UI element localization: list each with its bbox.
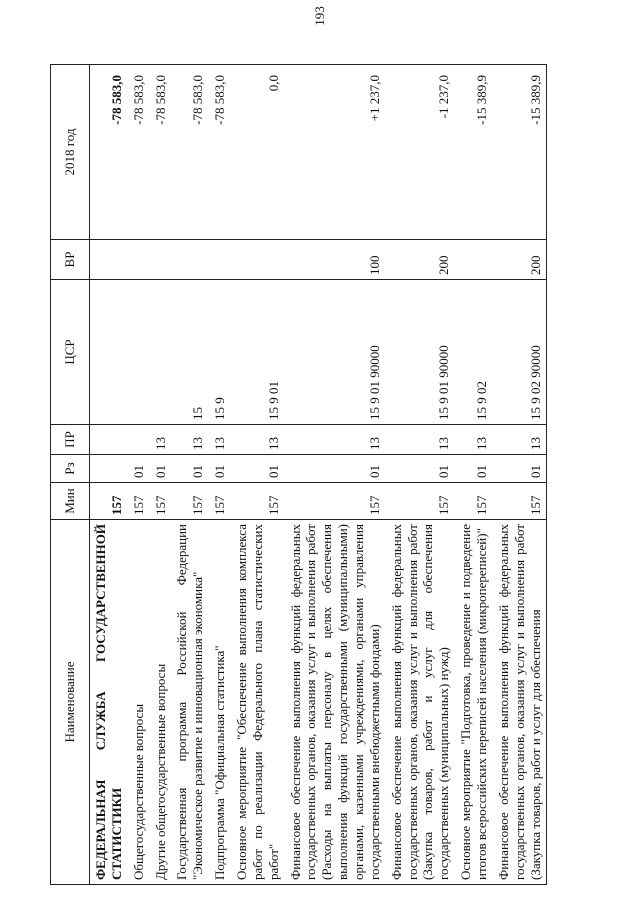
row-csr — [128, 280, 150, 425]
row-pr: 13 — [455, 425, 493, 455]
row-csr: 15 9 01 — [231, 280, 285, 425]
row-rz: 01 — [455, 455, 493, 483]
row-value: +1 237,0 — [285, 65, 386, 240]
row-pr: 13 — [493, 425, 547, 455]
row-csr — [150, 280, 172, 425]
row-vr — [128, 240, 150, 280]
row-value: -78 583,0 — [171, 65, 209, 240]
row-pr: 13 — [285, 425, 386, 455]
row-pr — [90, 425, 128, 455]
row-rz: 01 — [231, 455, 285, 483]
row-name: Финансовое обеспечение выполнения функций федеральных государственных органов, оказания услуг и выполнения работ (Расходы на выплаты персоналу в целях обеспечения выполнения функций государственными (муниципальными) органами, казенными учреждениями, органами управления государственными внебюджетными фондами) — [285, 520, 386, 885]
table-row — [386, 65, 455, 885]
row-name: Основное мероприятие "Обеспечение выполнения комплекса работ по реализации Федерального плана статистических работ" — [231, 520, 285, 885]
header-pr: ПР — [51, 425, 90, 455]
row-csr: 15 9 01 90000 — [285, 280, 386, 425]
row-min: 157 — [455, 483, 493, 520]
row-rz: 01 — [171, 455, 209, 483]
row-rz: 01 — [209, 455, 231, 483]
budget-table — [50, 64, 547, 885]
row-value: -1 237,0 — [386, 65, 455, 240]
table-row — [150, 65, 172, 885]
row-vr — [231, 240, 285, 280]
row-vr — [171, 240, 209, 280]
row-min: 157 — [171, 483, 209, 520]
row-min: 157 — [493, 483, 547, 520]
row-value: -78 583,0 — [128, 65, 150, 240]
row-rz — [90, 455, 128, 483]
row-min: 157 — [128, 483, 150, 520]
row-vr — [455, 240, 493, 280]
rotated-page — [50, 65, 610, 885]
row-value: -78 583,0 — [90, 65, 128, 240]
row-csr: 15 9 02 90000 — [493, 280, 547, 425]
row-min: 157 — [209, 483, 231, 520]
row-rz: 01 — [150, 455, 172, 483]
header-csr: ЦСР — [51, 280, 90, 425]
row-csr: 15 — [171, 280, 209, 425]
row-csr — [90, 280, 128, 425]
table-header — [51, 65, 90, 885]
table-row — [231, 65, 285, 885]
table-row — [455, 65, 493, 885]
header-name: Наименование — [51, 520, 90, 885]
row-name: Основное мероприятие "Подготовка, проведение и подведение итогов всероссийских переписей населения (микропереписей)" — [455, 520, 493, 885]
row-vr: 200 — [386, 240, 455, 280]
header-rz: Рз — [51, 455, 90, 483]
row-pr: 13 — [386, 425, 455, 455]
header-year: 2018 год — [51, 65, 90, 240]
row-rz: 01 — [386, 455, 455, 483]
row-min: 157 — [90, 483, 128, 520]
row-csr: 15 9 02 — [455, 280, 493, 425]
row-rz: 01 — [128, 455, 150, 483]
row-name: Подпрограмма "Официальная статистика" — [209, 520, 231, 885]
row-pr: 13 — [209, 425, 231, 455]
table-row — [209, 65, 231, 885]
row-value: -15 389,9 — [493, 65, 547, 240]
row-value: -78 583,0 — [150, 65, 172, 240]
row-vr: 100 — [285, 240, 386, 280]
row-name: Другие общегосударственные вопросы — [150, 520, 172, 885]
row-vr: 200 — [493, 240, 547, 280]
row-min: 157 — [285, 483, 386, 520]
row-pr: 13 — [150, 425, 172, 455]
row-pr — [128, 425, 150, 455]
row-pr: 13 — [171, 425, 209, 455]
row-csr: 15 9 01 90000 — [386, 280, 455, 425]
row-vr — [150, 240, 172, 280]
row-vr — [209, 240, 231, 280]
row-name: ФЕДЕРАЛЬНАЯ СЛУЖБА ГОСУДАРСТВЕННОЙ СТАТИСТИКИ — [90, 520, 128, 885]
row-min: 157 — [231, 483, 285, 520]
row-value: -15 389,9 — [455, 65, 493, 240]
header-vr: ВР — [51, 240, 90, 280]
row-pr: 13 — [231, 425, 285, 455]
row-csr: 15 9 — [209, 280, 231, 425]
row-rz: 01 — [493, 455, 547, 483]
row-vr — [90, 240, 128, 280]
table-row — [493, 65, 547, 885]
row-name: Общегосударственные вопросы — [128, 520, 150, 885]
table-row — [128, 65, 150, 885]
row-name: Финансовое обеспечение выполнения функций федеральных государственных органов, оказания услуг и выполнения работ (Закупка товаров, работ и услуг для обеспечения — [493, 520, 547, 885]
table-row — [90, 65, 128, 885]
page-number: 193 — [312, 6, 327, 26]
row-min: 157 — [150, 483, 172, 520]
row-rz: 01 — [285, 455, 386, 483]
row-value: -78 583,0 — [209, 65, 231, 240]
row-name: Финансовое обеспечение выполнения функций федеральных государственных органов, оказания услуг и выполнения работ (Закупка товаров, работ и услуг для обеспечения государственных (муниципальных) нужд) — [386, 520, 455, 885]
table-row — [171, 65, 209, 885]
row-min: 157 — [386, 483, 455, 520]
table-row — [285, 65, 386, 885]
row-name: Государственная программа Российской Федерации "Экономическое развитие и инновационная экономика" — [171, 520, 209, 885]
row-value: 0,0 — [231, 65, 285, 240]
header-min: Мин — [51, 483, 90, 520]
